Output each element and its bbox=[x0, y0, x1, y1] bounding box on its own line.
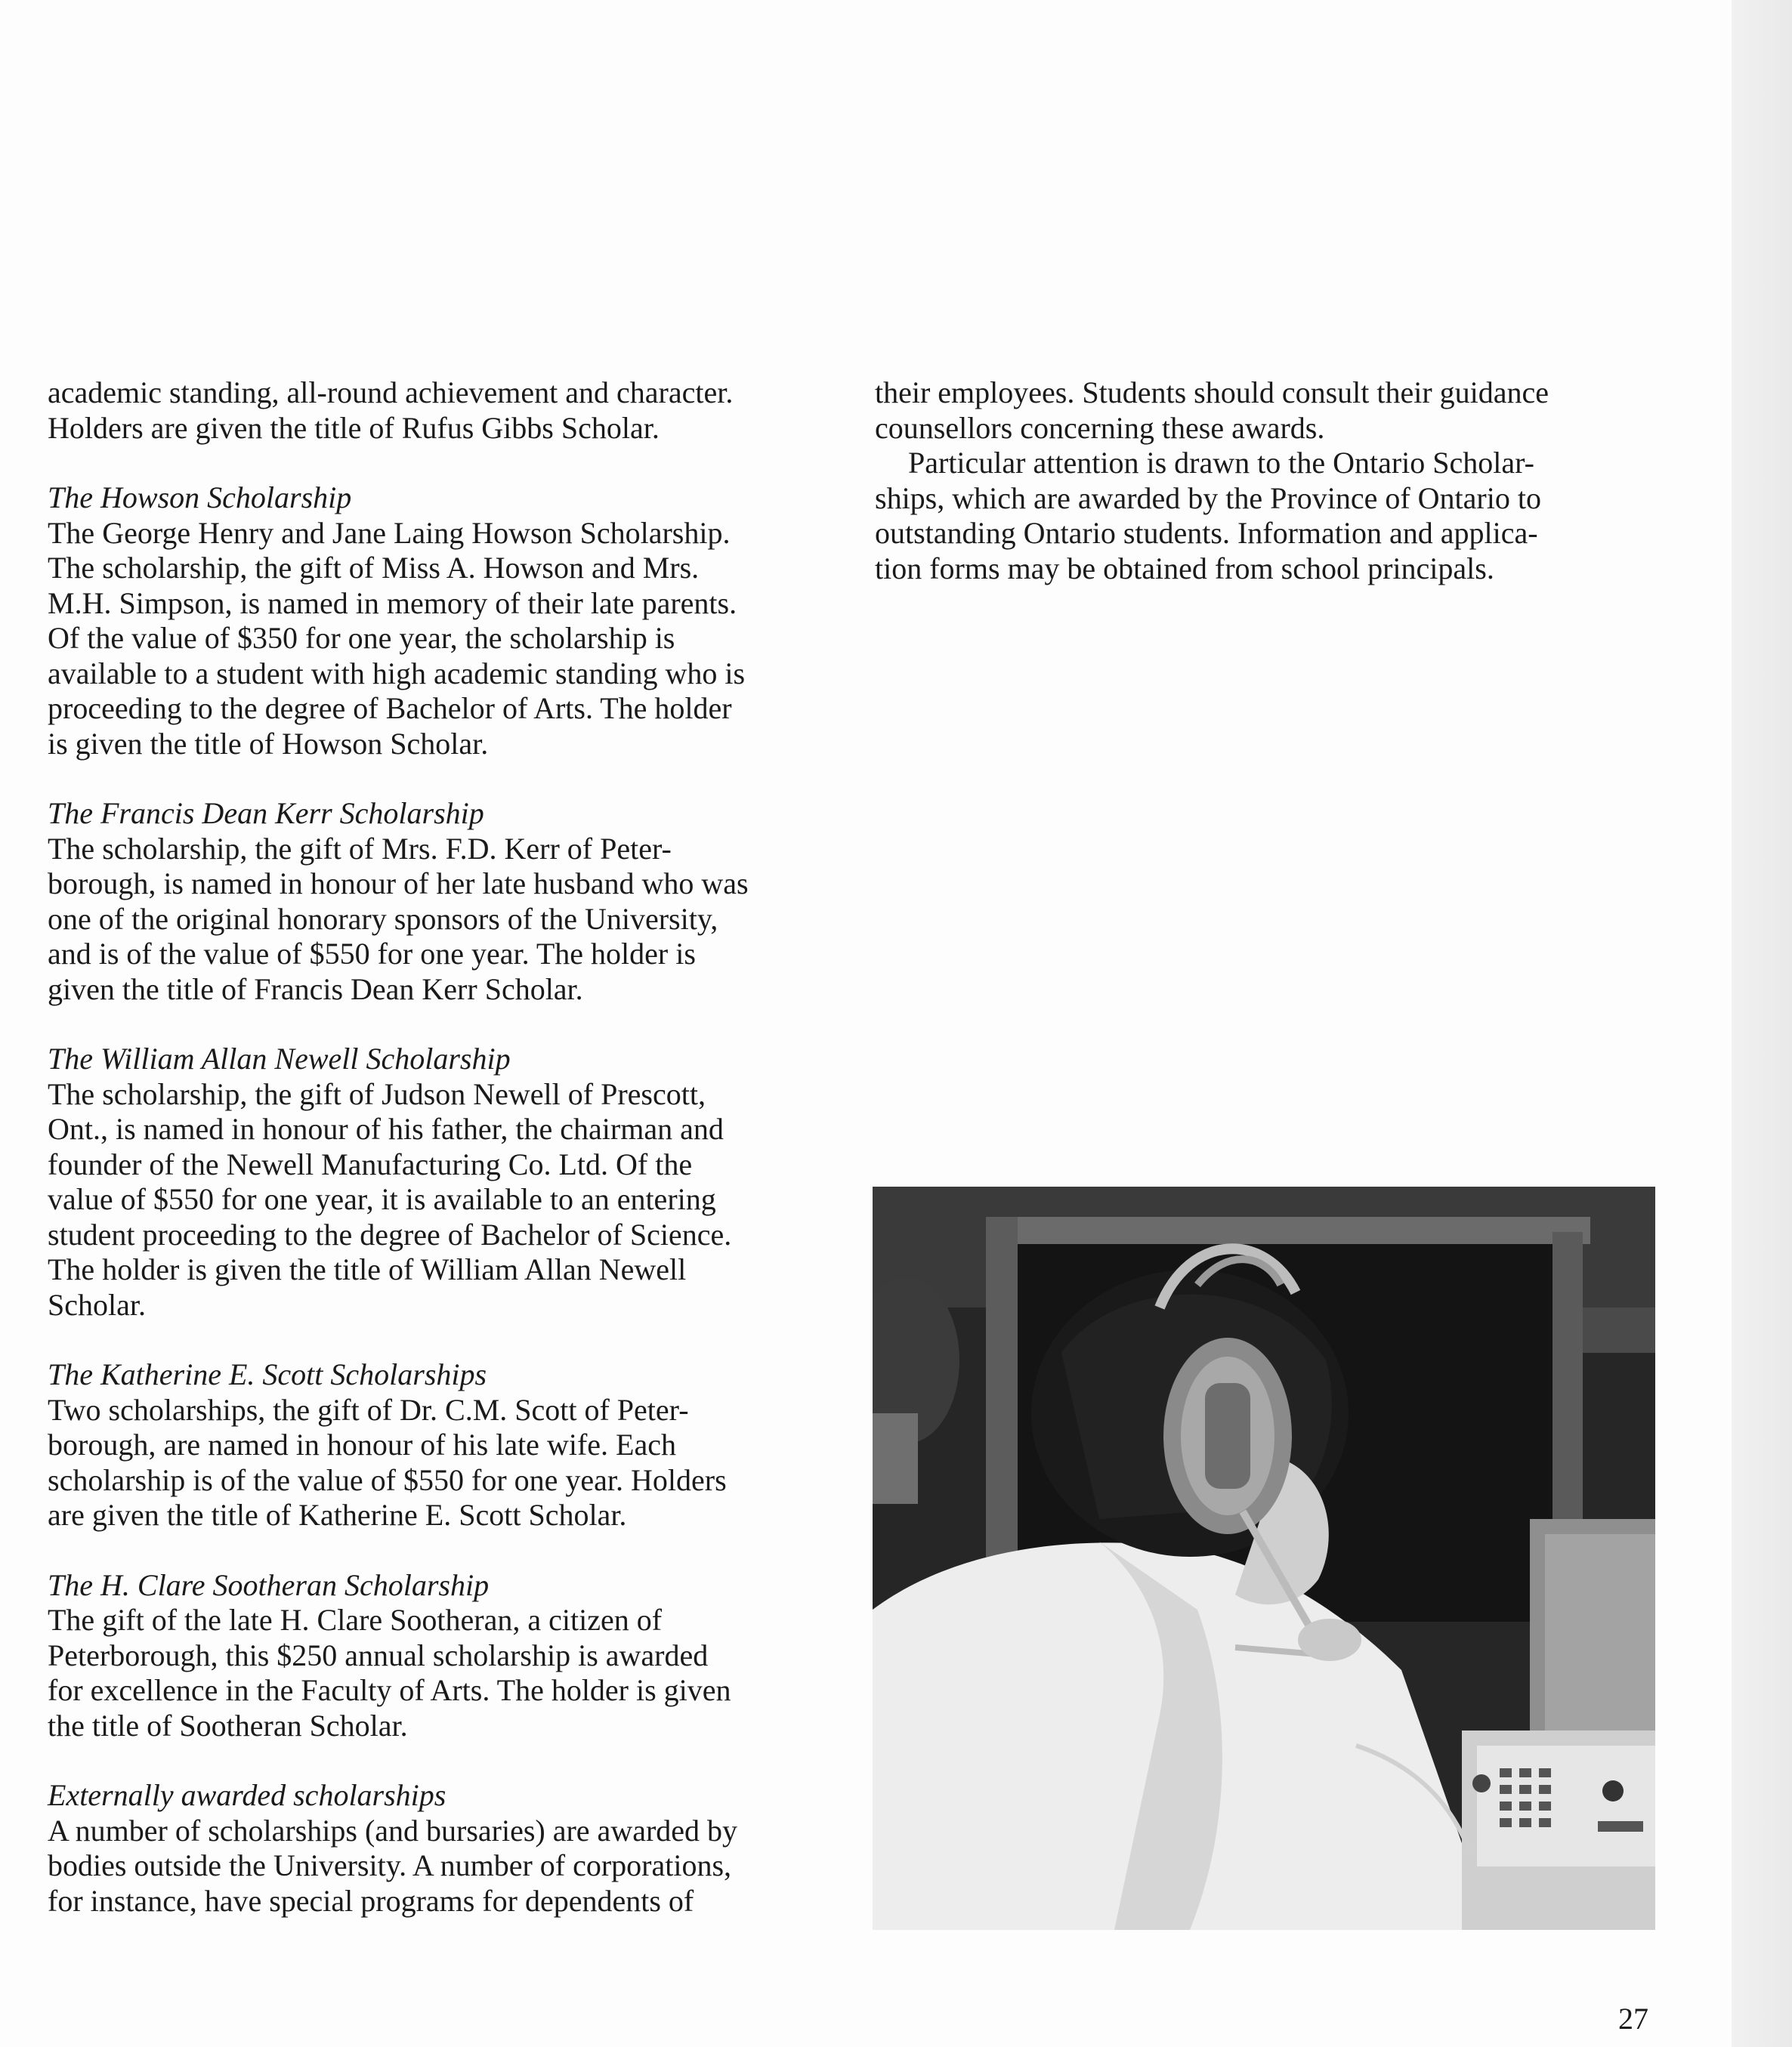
section-sootheran bbox=[48, 1568, 841, 1744]
text-line: Holders are given the title of Rufus Gibbs Scholar. bbox=[48, 410, 660, 445]
section-title: The William Allan Newell Scholarship bbox=[48, 1042, 511, 1076]
section-kerr bbox=[48, 796, 841, 1007]
left-column bbox=[48, 375, 841, 1919]
section-newell bbox=[48, 1042, 841, 1323]
page-number: 27 bbox=[1618, 2002, 1648, 2036]
text-line: M.H. Simpson, is named in memory of their late parents. bbox=[48, 585, 737, 620]
section-scott bbox=[48, 1357, 841, 1533]
text-line: counsellors concerning these awards. bbox=[875, 410, 1325, 445]
section-body bbox=[48, 832, 841, 1008]
text-line: one of the original honorary sponsors of the University, bbox=[48, 901, 718, 936]
text-line: student proceeding to the degree of Bachelor of Science. bbox=[48, 1217, 732, 1252]
text-line: for excellence in the Faculty of Arts. The holder is given bbox=[48, 1673, 731, 1707]
text-line: outstanding Ontario students. Information and applica- bbox=[875, 516, 1538, 550]
section-external bbox=[48, 1778, 841, 1919]
text-line: The George Henry and Jane Laing Howson Scholarship. bbox=[48, 515, 731, 550]
photo-student-headphones bbox=[873, 1187, 1655, 1930]
text-line: their employees. Students should consult their guidance bbox=[875, 375, 1549, 409]
text-line: The scholarship, the gift of Mrs. F.D. Kerr of Peter- bbox=[48, 831, 672, 866]
text-line: for instance, have special programs for dependents of bbox=[48, 1883, 694, 1918]
text-line: is given the title of Howson Scholar. bbox=[48, 726, 489, 761]
text-line: Particular attention is drawn to the Ontario Scholar- bbox=[908, 446, 1534, 480]
paragraph-ontario-scholarships bbox=[875, 446, 1630, 586]
section-body bbox=[48, 1603, 841, 1743]
section-title: The H. Clare Sootheran Scholarship bbox=[48, 1567, 490, 1602]
text-line: The gift of the late H. Clare Sootheran, a citizen of bbox=[48, 1603, 663, 1637]
intro-paragraph bbox=[48, 375, 841, 446]
text-line: Ont., is named in honour of his father, the chairman and bbox=[48, 1112, 724, 1146]
page-edge-shadow bbox=[1732, 0, 1792, 2047]
text-line: The scholarship, the gift of Judson Newell of Prescott, bbox=[48, 1076, 706, 1111]
text-line: The holder is given the title of William Allan Newell bbox=[48, 1252, 687, 1286]
section-body bbox=[48, 516, 841, 762]
text-line: A number of scholarships (and bursaries) are awarded by bbox=[48, 1813, 738, 1848]
text-line: academic standing, all-round achievement and character. bbox=[48, 375, 734, 409]
text-line: are given the title of Katherine E. Scott Scholar. bbox=[48, 1498, 627, 1532]
text-line: scholarship is of the value of $550 for one year. Holders bbox=[48, 1462, 727, 1497]
photo-illustration bbox=[873, 1187, 1655, 1930]
section-body bbox=[48, 1077, 841, 1323]
right-column bbox=[875, 375, 1630, 586]
text-line: Two scholarships, the gift of Dr. C.M. Scott of Peter- bbox=[48, 1392, 689, 1427]
text-line: available to a student with high academic standing who is bbox=[48, 656, 746, 690]
text-line: The scholarship, the gift of Miss A. Howson and Mrs. bbox=[48, 551, 700, 585]
section-title: The Howson Scholarship bbox=[48, 480, 352, 514]
section-title: The Katherine E. Scott Scholarships bbox=[48, 1357, 487, 1391]
section-title: Externally awarded scholarships bbox=[48, 1778, 446, 1812]
text-line: ships, which are awarded by the Province of Ontario to bbox=[875, 480, 1541, 515]
paragraph-employees bbox=[875, 375, 1630, 446]
text-line: the title of Sootheran Scholar. bbox=[48, 1708, 408, 1743]
text-line: founder of the Newell Manufacturing Co. Ltd. Of the bbox=[48, 1147, 693, 1181]
text-line: Scholar. bbox=[48, 1287, 146, 1322]
text-line: Peterborough, this $250 annual scholarship is awarded bbox=[48, 1638, 709, 1672]
text-line: proceeding to the degree of Bachelor of Arts. The holder bbox=[48, 691, 732, 725]
text-line: borough, are named in honour of his late wife. Each bbox=[48, 1428, 676, 1462]
section-title: The Francis Dean Kerr Scholarship bbox=[48, 796, 484, 830]
text-line: value of $550 for one year, it is available to an entering bbox=[48, 1182, 716, 1216]
text-line: borough, is named in honour of her late husband who was bbox=[48, 866, 749, 900]
text-line: Of the value of $350 for one year, the scholarship is bbox=[48, 621, 675, 655]
section-howson bbox=[48, 480, 841, 761]
section-body bbox=[48, 1393, 841, 1533]
text-line: tion forms may be obtained from school principals. bbox=[875, 551, 1494, 585]
text-line: and is of the value of $550 for one year. The holder is bbox=[48, 937, 696, 971]
text-line: given the title of Francis Dean Kerr Scholar. bbox=[48, 971, 583, 1006]
section-body bbox=[48, 1814, 841, 1919]
text-line: bodies outside the University. A number of corporations, bbox=[48, 1848, 732, 1882]
